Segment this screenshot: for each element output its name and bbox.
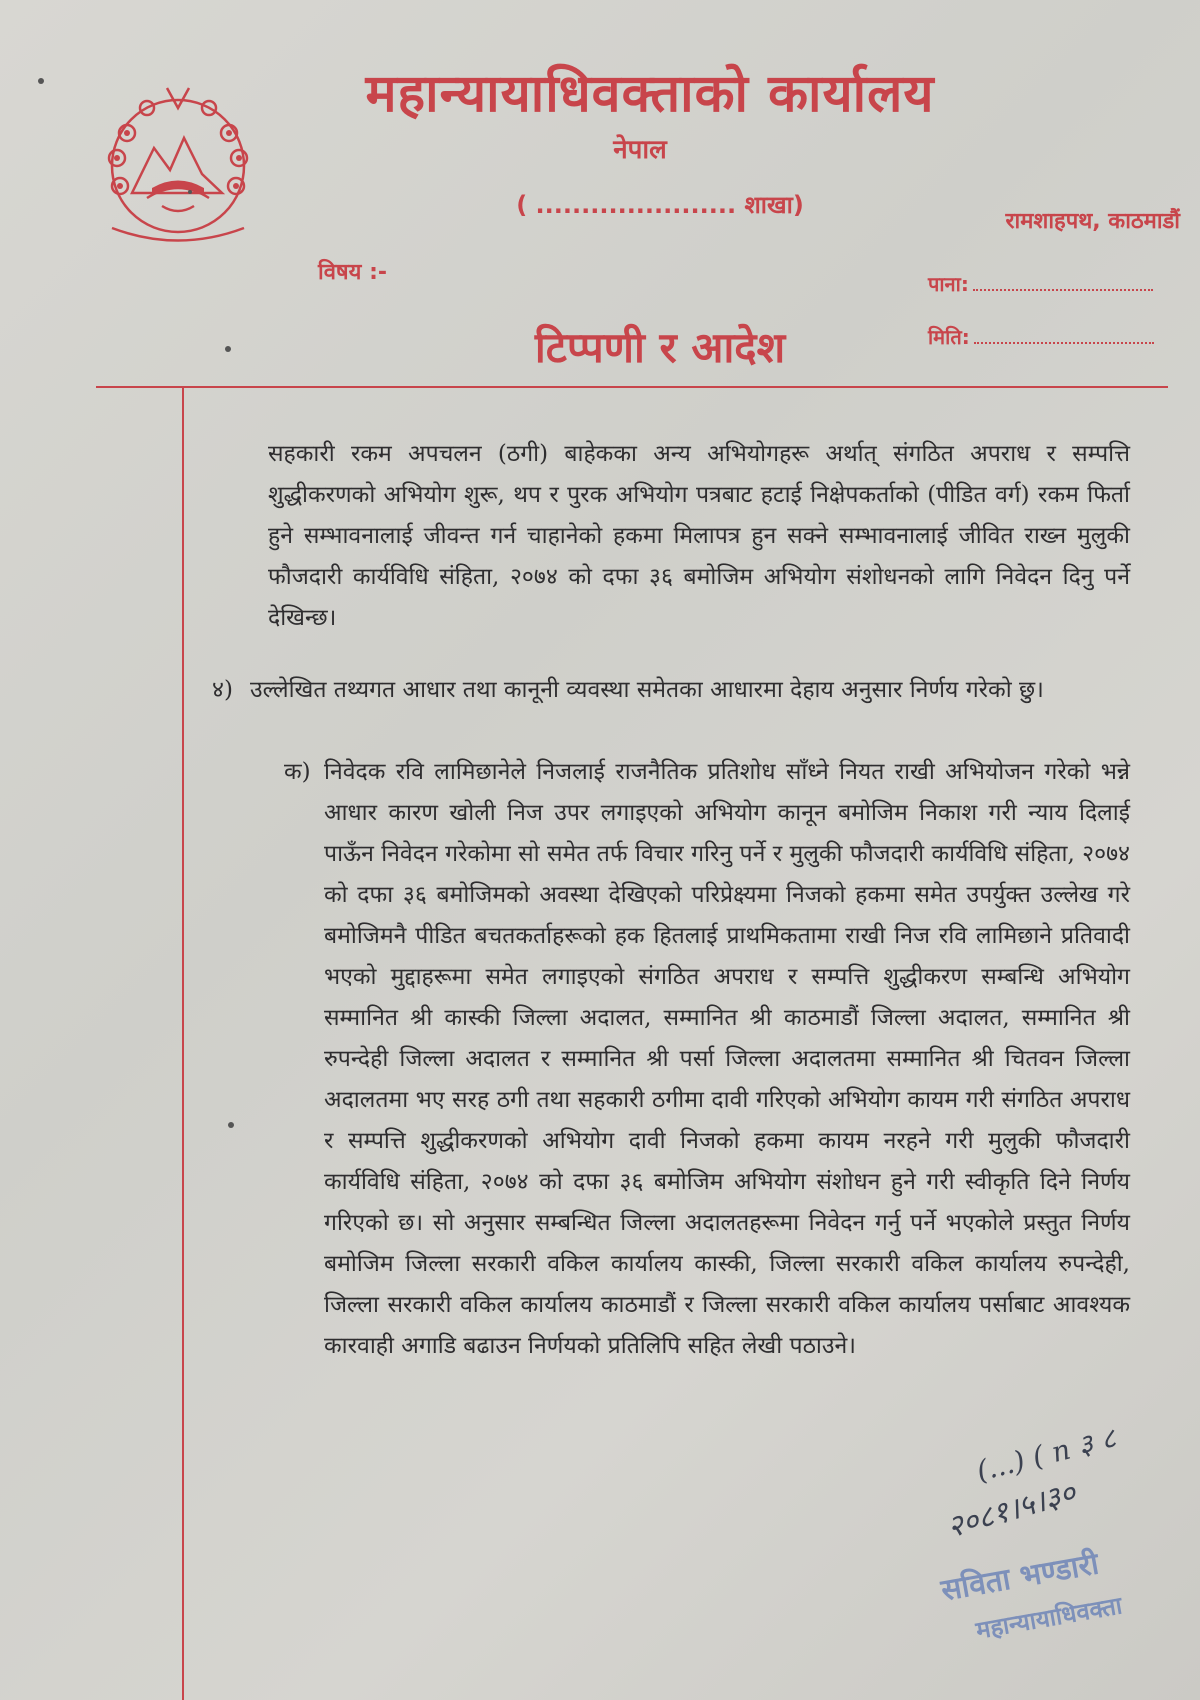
signature-date: २०८१।५।३०: [943, 1475, 1080, 1546]
paragraph-1: सहकारी रकम अपचलन (ठगी) बाहेकका अन्य अभियोगहरू अर्थात् संगठित अपराध र सम्पत्ति शुद्धीकरणको अभियोग शुरू, थप र पुरक अभियोग पत्रबाट हटाई निक्षेपकर्ताको (पीडित वर्ग) रकम फिर्ता हुने सम्भावनालाई जीवन्त गर्न चाहानेको हकमा मिलापत्र हुन सक्ने सम्भावनालाई जीवित राख्न मुलुकी फौजदारी कार्यविधि संहिता, २०७४ को दफा ३६ बमोजिम अभियोग संशोधनको लागि निवेदन दिनु पर्ने देखिन्छ।: [268, 441, 1130, 631]
paper-speck: [188, 190, 192, 194]
paper-speck: [228, 1122, 234, 1128]
page-dotted-line: [973, 273, 1153, 291]
numbered-item-4: [212, 670, 1130, 711]
subject-label: विषय :-: [318, 260, 387, 285]
stamp-name: सविता भण्डारी: [938, 1546, 1102, 1609]
item-ka-number: क): [284, 759, 311, 785]
branch-placeholder: ......................: [535, 191, 737, 219]
stamp-title: महान्यायाधिवक्ता: [973, 1591, 1125, 1645]
date-label: मिति:: [928, 325, 970, 349]
handwritten-signature: [943, 1421, 1185, 1546]
document-heading: टिप्पणी र आदेश: [534, 323, 786, 372]
item-4-text: उल्लेखित तथ्यगत आधार तथा कानूनी व्यवस्था समेतका आधारमा देहाय अनुसार निर्णय गरेको छु।: [250, 677, 1044, 703]
branch-field: [500, 188, 820, 221]
paper-speck: [38, 78, 44, 84]
header-rule: [96, 386, 1168, 388]
date-field: [928, 323, 1154, 350]
paper-speck: [225, 346, 231, 352]
nepal-emblem-seal-icon: [92, 78, 264, 256]
item-ka-text: निवेदक रवि लामिछानेले निजलाई राजनैतिक प्रतिशोध साँध्ने नियत राखी अभियोजन गरेको भन्ने आधार कारण खोली निज उपर लगाइएको अभियोग कानून बमोजिम निकाश गरी न्याय दिलाई पाऊँन निवेदन गरेकोमा सो समेत तर्फ विचार गरिनु पर्ने र मुलुकी फौजदारी कार्यविधि संहिता, २०७४ को दफा ३६ बमोजिमको अवस्था देखिएको परिप्रेक्ष्यमा निजको हकमा समेत उपर्युक्त उल्लेख गरे बमोजिमनै पीडित बचतकर्ताहरूको हक हितलाई प्राथमिकतामा राखी निज रवि लामिछाने प्रतिवादी भएको मुद्दाहरूमा समेत लगाइएको संगठित अपराध र सम्पत्ति शुद्धीकरण सम्बन्धि अभियोग सम्मानित श्री कास्की जिल्ला अदालत, सम्मानित श्री काठमाडौं जिल्ला अदालत, सम्मानित श्री रुपन्देही जिल्ला अदालत र सम्मानित श्री पर्सा जिल्ला अदालतमा सम्मानित श्री चितवन जिल्ला अदालतमा भए सरह ठगी तथा सहकारी ठगीमा दावी गरिएको अभियोग कायम गरी संगठित अपराध र सम्पत्ति शुद्धीकरणको अभियोग दावी निजको हकमा कायम नरहने गरी मुलुकी फौजदारी कार्यविधि संहिता, २०७४ को दफा ३६ बमोजिम अभियोग संशोधन हुने गरी स्वीकृति दिने निर्णय गरिएको छ। सो अनुसार सम्बन्धित जिल्ला अदालतहरूमा निवेदन गर्नु पर्ने भएकोले प्रस्तुत निर्णय बमोजिम जिल्ला सरकारी वकिल कार्यालय कास्की, जिल्ला सरकारी वकिल कार्यालय रुपन्देही, जिल्ला सरकारी वकिल कार्यालय काठमाडौं र जिल्ला सरकारी वकिल कार्यालय पर्साबाट आवश्यक कारवाही अगाडि बढाउन निर्णयको प्रतिलिपि सहित लेखी पठाउने।: [324, 759, 1130, 1359]
signature-line-1: (...) ( n ३ ८: [973, 1421, 1120, 1488]
date-dotted-line: [974, 326, 1154, 344]
official-stamp: [935, 1546, 1175, 1645]
page-label: पाना:: [928, 272, 969, 296]
item-4-number: ४): [212, 677, 233, 703]
margin-rule: [182, 387, 184, 1700]
country-name: नेपाल: [613, 135, 667, 165]
office-title: महान्यायाधिवक्ताको कार्यालय: [365, 64, 935, 124]
sub-item-ka: [284, 752, 1130, 1367]
branch-prefix: (: [516, 191, 536, 219]
branch-suffix: शाखा): [736, 191, 804, 219]
page-number-field: [928, 270, 1153, 297]
office-address: रामशाहपथ, काठमाडौं: [1005, 209, 1180, 234]
